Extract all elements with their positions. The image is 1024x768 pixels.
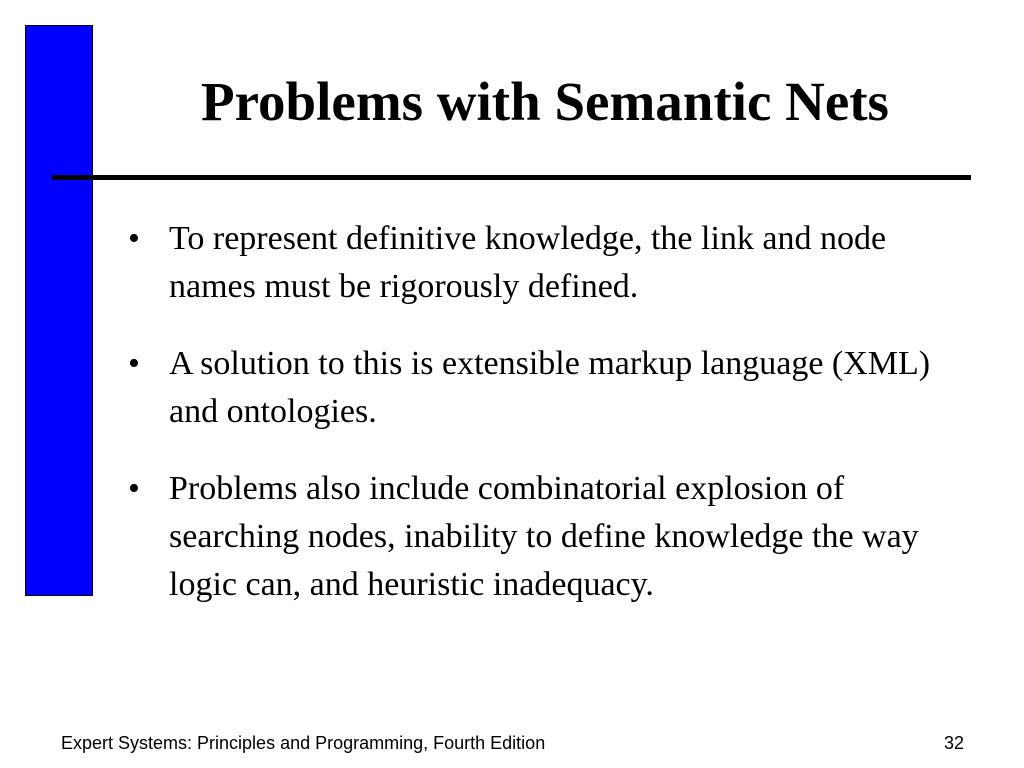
bullet-item	[126, 215, 976, 311]
bullet-item	[126, 340, 976, 436]
page-number: 32	[943, 733, 964, 753]
bullet-text: A solution to this is extensible markup language (XML) and ontologies.	[169, 345, 931, 430]
bullet-text: To represent definitive knowledge, the link and node names must be rigorously defined.	[169, 220, 887, 305]
bullet-item	[126, 465, 976, 609]
bullet-marker: •	[128, 220, 140, 257]
bullet-marker: •	[128, 470, 140, 507]
title-divider	[52, 175, 971, 180]
bullet-text: Problems also include combinatorial explosion of searching nodes, inability to define knowledge the way logic can, and heuristic inadequacy.	[169, 470, 919, 603]
accent-bar	[25, 25, 93, 596]
footer-text: Expert Systems: Principles and Programming, Fourth Edition	[61, 733, 546, 753]
slide-title: Problems with Semantic Nets	[201, 71, 889, 132]
bullet-list	[126, 215, 976, 638]
bullet-marker: •	[128, 345, 140, 382]
